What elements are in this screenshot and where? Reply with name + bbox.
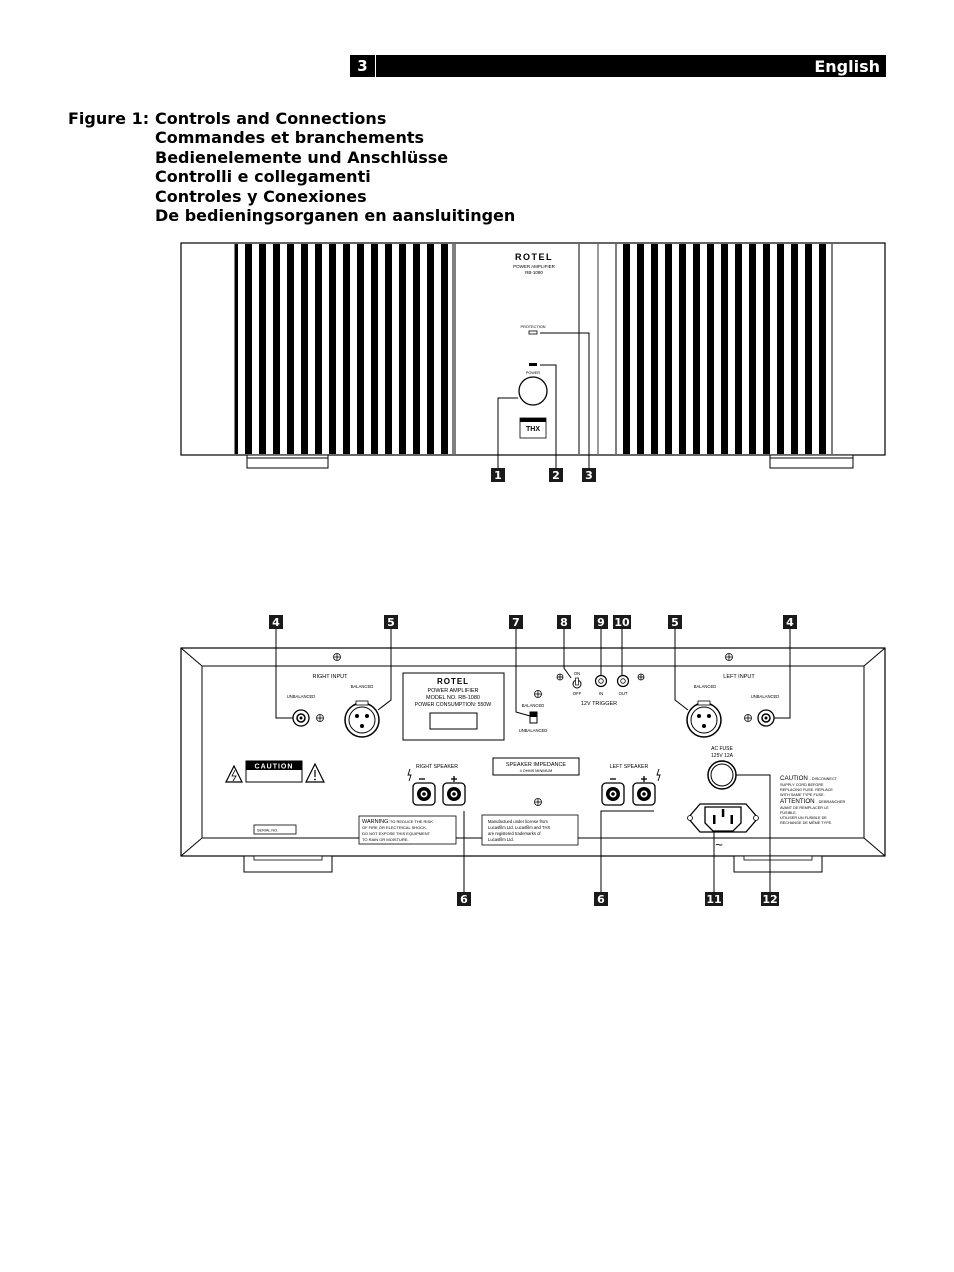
front-panel — [181, 243, 885, 482]
plate-line3: POWER CONSUMPTION: 550W — [414, 702, 492, 708]
fuse-attention-line-3: UTILISER UN FUSIBLE DE — [780, 816, 827, 820]
callout-5-left-text: 5 — [387, 616, 395, 629]
right-input-label: RIGHT INPUT — [312, 674, 348, 680]
right-unbalanced-label: UNBALANCED — [286, 694, 316, 699]
power-led — [529, 363, 537, 366]
license-line-3: Lucasfilm Ltd. — [488, 837, 514, 842]
callout-6-right-text: 6 — [460, 893, 468, 906]
figure-title-french: Commandes et branchements — [155, 128, 425, 148]
plate-line2: MODEL NO. RB-1080 — [426, 695, 480, 701]
caution-text: CAUTION — [254, 763, 294, 771]
trigger-out-label: OUT — [618, 691, 628, 696]
svg-text:ATTENTION - DEBRANCHER — [780, 798, 846, 805]
warning-line-1: OF FIRE OR ELECTRICAL SHOCK, — [362, 825, 427, 830]
callout-4-left-text: 4 — [272, 616, 280, 629]
switch-unbalanced-label: UNBALANCED — [518, 728, 548, 733]
callout-3-text: 3 — [585, 469, 593, 482]
off-label: OFF — [572, 691, 582, 696]
left-balanced-label: BALANCED — [693, 684, 717, 689]
callout-11-text: 11 — [706, 893, 722, 906]
ac-fuse-label: AC FUSE — [711, 746, 733, 752]
callout-9-text: 9 — [597, 616, 605, 629]
callout-7-text: 7 — [512, 616, 520, 629]
right-speaker-label: RIGHT SPEAKER — [416, 764, 458, 770]
warning-line-0: TO REDUCE THE RISK — [389, 819, 433, 824]
fuse-rating: 125V 12A — [711, 753, 733, 759]
fuse-attention-head: ATTENTION — [780, 798, 815, 805]
front-model-line1: POWER AMPLIFIER — [513, 264, 555, 269]
speaker-impedance-text: SPEAKER IMPEDANCE — [505, 762, 567, 768]
trigger-label: 12V TRIGGER — [580, 701, 618, 707]
fuse-caution-line-2: REPLACING FUSE. REPLACE — [780, 788, 833, 792]
figure-title-english: Controls and Connections — [155, 109, 387, 128]
callout-10-text: 10 — [614, 616, 630, 629]
svg-text:CAUTION - DISCONNECT — [780, 775, 838, 782]
figure-title-spanish: Controles y Conexiones — [155, 186, 367, 206]
fuse-attention-line-1: AVANT DE REMPLACER LE — [780, 806, 829, 810]
license-line-2: are registered trademarks of — [488, 831, 541, 836]
fuse-attention-line-2: FUSIBLE. — [780, 811, 797, 815]
warning-line-2: DO NOT EXPOSE THIS EQUIPMENT — [362, 831, 431, 836]
callout-5-right-text: 5 — [671, 616, 679, 629]
right-balanced-label: BALANCED — [350, 684, 374, 689]
left-speaker-label: LEFT SPEAKER — [609, 764, 649, 770]
warning-head: WARNING: — [362, 819, 390, 825]
fuse-attention-line-0: - DEBRANCHER — [816, 800, 846, 804]
impedance-value: 4 OHMS MINIMUM — [519, 769, 553, 773]
figure-title-dutch: De bedieningsorganen en aansluitingen — [155, 206, 516, 226]
callout-8-text: 8 — [560, 616, 568, 629]
callout-2-text: 2 — [552, 469, 560, 482]
plate-brand: ROTEL — [436, 677, 470, 686]
power-button[interactable] — [519, 377, 547, 405]
fuse-caution-line-1: SUPPLY CORD BEFORE — [780, 783, 824, 787]
license-line-0: Manufactued under license from — [488, 819, 548, 824]
left-input-label: LEFT INPUT — [723, 674, 755, 680]
right-heatsink — [616, 244, 832, 454]
left-heatsink — [235, 244, 453, 454]
plate-line1: POWER AMPLIFIER — [427, 688, 479, 694]
front-left-foot — [247, 455, 328, 468]
warning-line-3: TO RAIN OR MOISTURE. — [362, 837, 409, 842]
on-label: ON — [573, 671, 581, 676]
trigger-in-label: IN — [598, 691, 604, 696]
figure-title-german: Bedienelemente und Anschlüsse — [155, 147, 449, 167]
serial-number-text: SERIAL NO. — [257, 828, 279, 833]
callout-12-text: 12 — [762, 893, 778, 906]
thx-label: THX — [526, 426, 540, 433]
license-line-1: Lucasfilm Ltd. Lucasfilm and THX — [488, 825, 551, 830]
power-label: POWER — [525, 371, 541, 375]
callout-6-left-text: 6 — [597, 893, 605, 906]
left-unbalanced-label: UNBALANCED — [750, 694, 780, 699]
callout-1-text: 1 — [494, 469, 502, 482]
front-model-line2: RB-1080 — [525, 270, 543, 275]
figure-title-italian: Controlli e collegamenti — [155, 167, 371, 187]
language-label: English — [814, 56, 880, 76]
protection-led — [529, 331, 537, 334]
protection-label: PROTECTION — [520, 325, 546, 329]
front-brand: ROTEL — [515, 252, 553, 262]
fuse-caution-line-3: WITH SAME TYPE FUSE. — [780, 793, 825, 797]
figure-label: Figure 1: — [68, 109, 150, 128]
ac-symbol: ~ — [715, 837, 723, 852]
page-number: 3 — [350, 55, 375, 77]
rear-panel — [181, 615, 885, 906]
front-right-foot — [770, 455, 853, 468]
switch-balanced-label: BALANCED — [521, 703, 545, 708]
fuse-caution-line-0: - DISCONNECT — [809, 777, 837, 781]
fuse-attention-line-4: RECHANGE DE MÊME TYPE. — [780, 821, 833, 825]
fuse-caution-head: CAUTION — [780, 775, 808, 782]
callout-4-right-text: 4 — [786, 616, 794, 629]
